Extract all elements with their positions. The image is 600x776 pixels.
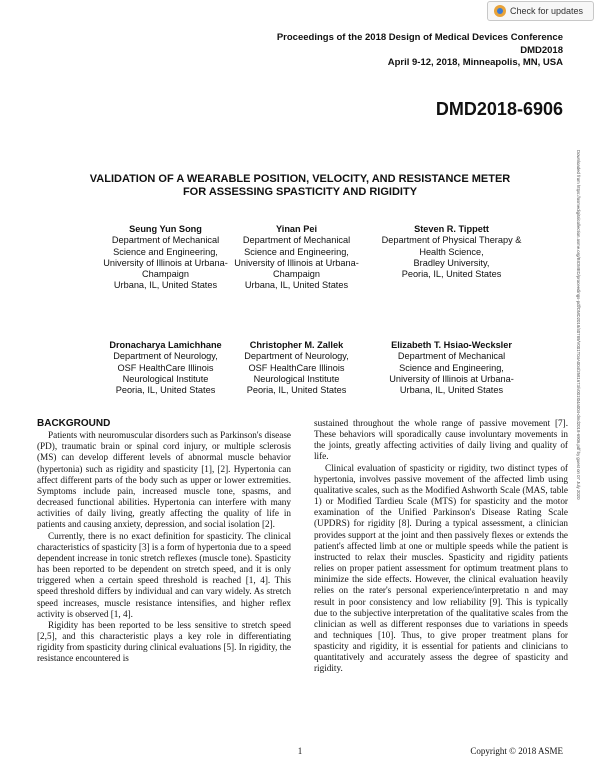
page-number: 1 (297, 746, 303, 756)
conference-dates-location: April 9-12, 2018, Minneapolis, MN, USA (387, 57, 563, 68)
author-name: Seung Yun Song (129, 224, 202, 234)
author-affiliation-line: Neurological Institute (253, 373, 340, 384)
author-affiliation-line: Science and Engineering, (244, 246, 349, 257)
author-name: Yinan Pei (275, 224, 318, 234)
copyright-notice: Copyright © 2018 ASME (470, 746, 563, 756)
author-affiliation-line: Urbana, IL, United States (113, 280, 218, 291)
author-affiliation-line: Champaign (273, 269, 320, 280)
author-affiliation-line: Urbana, IL, United States (399, 385, 504, 396)
author-affiliation-line: OSF HealthCare Illinois (117, 362, 214, 373)
author-affiliation-line: Peoria, IL, United States (115, 385, 216, 396)
author-block (369, 340, 534, 396)
author-affiliation-line: OSF HealthCare Illinois (248, 362, 345, 373)
body-paragraph: Clinical evaluation of spasticity or rigidity, two distinct types of hypertonia, involves passive movement of the affected limb using qualitative scales, such as the Modified Ashworth Scale (MAS, table 1) or Modified Tardieu Scale (MTS) for spasticity and the motor examination of the Unified Parkinson's Disease Rating Scale (UPDRS) for rigidity [8]. During a typical assessment, a clinician provides support at the joint and then passively flexes or extends the patient's affected limb at one or multiple speeds while the patient is instructed to relax their muscles. Spasticity and rigidity patients relies on proper patient assessment for optimum treatment plans to minimize the side effects. However, the clinical evaluation heavily relies on the rater's personal experience/interpretatio n and may result in poor consistency and low reliability [9]. This is typically due to the subjective interpretation of the qualitative scales from the clinician as well as different responses due to variations in speeds and techniques [10]. Thus, to give proper treatment plans for spasticity and rigidity, it is essential for patients and clinicians to quantitatively and accurately assess the degree of spasticity and rigidity. (314, 462, 568, 674)
author-name: Steven R. Tippett (414, 224, 489, 234)
author-affiliation-line: University of Illinois at Urbana- (389, 373, 514, 384)
author-affiliation-line: Urbana, IL, United States (244, 280, 349, 291)
body-paragraph: Rigidity has been reported to be less sensitive to stretch speed [2,5], and this characteristic plays a key role in differentiating rigidity from spasticity during clinical evaluations [5]. In rigidity, the resistance encountered is (37, 619, 291, 664)
author-block (214, 340, 379, 396)
author-affiliation-line: Bradley University, (413, 257, 490, 268)
author-affiliation-line: Science and Engineering, (113, 246, 218, 257)
title-line-1: VALIDATION OF A WEARABLE POSITION, VELOCITY, AND RESISTANCE METER (89, 173, 511, 185)
author-name: Dronacharya Lamichhane (109, 340, 222, 350)
check-for-updates-button[interactable] (487, 1, 594, 21)
author-affiliation-line: Department of Neurology, (244, 351, 349, 362)
section-heading: BACKGROUND (37, 418, 111, 429)
author-affiliation-line: Peoria, IL, United States (401, 269, 502, 280)
author-affiliation-line: Department of Mechanical (397, 351, 506, 362)
author-affiliation-line: Department of Physical Therapy & (381, 235, 522, 246)
author-affiliation-line: Science and Engineering, (399, 362, 504, 373)
author-affiliation-line: University of Illinois at Urbana- (234, 257, 359, 268)
author-affiliation-line: University of Illinois at Urbana- (103, 257, 228, 268)
proceedings-title: Proceedings of the 2018 Design of Medical Devices Conference (276, 32, 563, 43)
paper-title (60, 173, 540, 199)
author-name: Elizabeth T. Hsiao-Wecksler (391, 340, 512, 350)
body-column-left (37, 418, 291, 664)
author-block (369, 224, 534, 280)
conference-code: DMD2018 (520, 44, 563, 56)
title-line-2: FOR ASSESSING SPASTICITY AND RIGIDITY (182, 186, 418, 198)
author-name: Christopher M. Zallek (249, 340, 344, 350)
paper-id: DMD2018-6906 (435, 99, 563, 119)
author-affiliation-line: Department of Neurology, (113, 351, 218, 362)
author-affiliation-line: Health Science, (419, 246, 484, 257)
body-paragraph: sustained throughout the whole range of passive movement [7]. These behaviors will sporadically cause involuntary movements in the joints, greatly affecting activities of daily living and quality of life. (314, 418, 568, 462)
author-block (214, 224, 379, 292)
body-column-right (314, 418, 568, 675)
body-paragraph: Patients with neuromuscular disorders such as Parkinson's disease (PD), traumatic brain or spinal cord injury, or multiple sclerosis (MS) can develop different levels of abnormal muscle behavior (hypertonia) such as rigidity and spasticity [1], [2]. Hypertonia can affect different parts of the body such as upper or lower extremities. Symptoms include pain, increased muscle tone, spasms, and decreased functional abilities. Hypertonia can interfere with many activities of daily living, greatly affecting the quality of life in patients and causing anxiety, depression, and social isolation [2]. (37, 430, 291, 530)
author-affiliation-line: Department of Mechanical (242, 235, 351, 246)
author-affiliation-line: Champaign (142, 269, 189, 280)
body-paragraph: Currently, there is no exact definition for spasticity. The clinical characteristics of spasticity [3] is a form of hypertonia due to a speed dependent increase in tonic stretch reflexes (muscle tone). Spasticity has been reported to be dependent on stretch speed, and it is only triggered when a certain speed threshold is reached [1, 4]. This speed threshold differs by individual and can vary widely. As stretch speed increases, muscle resistance intensifies, and higher reflex activity is observed [1, 4]. (37, 530, 291, 619)
author-affiliation-line: Neurological Institute (122, 373, 209, 384)
conference-header (277, 32, 563, 70)
crossmark-icon (494, 5, 506, 17)
download-watermark: Downloaded from https://asmedigitalcollection.asme.org/BIOMED/proceedings-pdf/DMD2018/40789/V001T04A004/2581673/v001t04a004-dmd2018-6906.pdf by guest on 07 July 2020 (576, 150, 581, 500)
author-affiliation-line: Peoria, IL, United States (246, 385, 347, 396)
check-for-updates-label: Check for updates (510, 6, 584, 16)
author-affiliation-line: Department of Mechanical (111, 235, 220, 246)
